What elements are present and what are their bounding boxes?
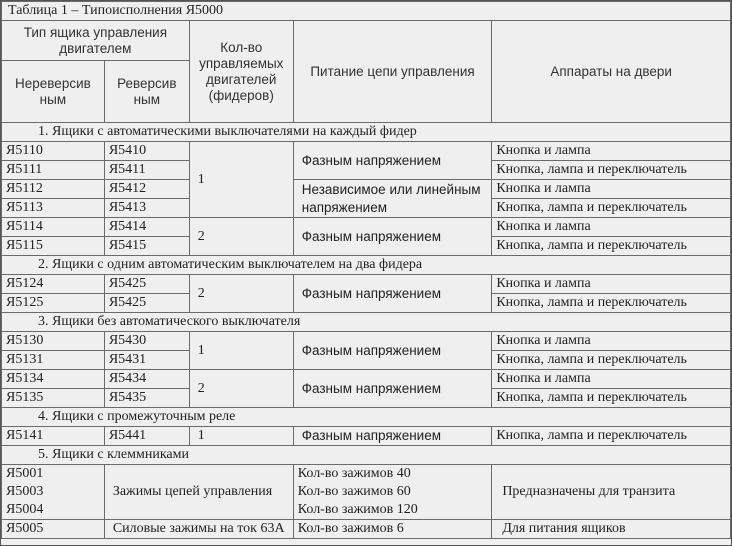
door-devices: Кнопка, лампа и переключатель xyxy=(492,199,731,218)
reversing-code: Я5430 xyxy=(104,332,189,351)
clamp-count: Кол-во зажимов 60 xyxy=(297,484,411,499)
reversing-code: Я5441 xyxy=(104,427,189,446)
door-devices: Кнопка, лампа и переключатель xyxy=(492,237,731,256)
nonreversing-code: Я5141 xyxy=(2,427,105,446)
power-supply: Фазным напряжением xyxy=(293,275,492,313)
reversing-code: Я5410 xyxy=(104,142,189,161)
nonreversing-code: Я5111 xyxy=(2,161,105,180)
door-devices: Кнопка, лампа и переключатель xyxy=(492,389,731,408)
door-devices: Кнопка и лампа xyxy=(492,370,731,389)
terminal-box-code: Я5005 xyxy=(2,520,105,539)
motor-count: 1 xyxy=(189,427,293,446)
terminal-box-code: Я5001 xyxy=(6,466,44,481)
clamp-count: Кол-во зажимов 120 xyxy=(297,502,418,517)
section-title: 3. Ящики без автоматического выключателя xyxy=(2,313,731,332)
nonreversing-code: Я5135 xyxy=(2,389,105,408)
header-power: Питание цепи управления xyxy=(293,21,492,123)
reversing-code: Я5431 xyxy=(104,351,189,370)
box-power-note: Для питания ящиков xyxy=(492,520,731,539)
section-title: 1. Ящики с автоматическими выключателями на каждый фидер xyxy=(2,123,731,142)
nonreversing-code: Я5112 xyxy=(2,180,105,199)
header-motor-count: Кол-во управляемых двигателей (фидеров) xyxy=(189,21,293,123)
door-devices: Кнопка и лампа xyxy=(492,142,731,161)
motor-count: 2 xyxy=(189,370,293,408)
nonreversing-code: Я5113 xyxy=(2,199,105,218)
transit-note: Предназначены для транзита xyxy=(492,465,731,520)
nonreversing-code: Я5134 xyxy=(2,370,105,389)
reversing-code: Я5413 xyxy=(104,199,189,218)
nonreversing-code: Я5110 xyxy=(2,142,105,161)
terminal-box-code: Я5003 xyxy=(6,484,44,499)
reversing-code: Я5415 xyxy=(104,237,189,256)
door-devices: Кнопка, лампа и переключатель xyxy=(492,161,731,180)
reversing-code: Я5411 xyxy=(104,161,189,180)
nonreversing-code: Я5130 xyxy=(2,332,105,351)
motor-count: 1 xyxy=(189,332,293,370)
nonreversing-code: Я5114 xyxy=(2,218,105,237)
power-supply: Фазным напряжением xyxy=(293,142,492,180)
motor-count: 2 xyxy=(189,275,293,313)
header-reversing: Реверсив ным xyxy=(104,61,189,123)
door-devices: Кнопка и лампа xyxy=(492,332,731,351)
section-title: 2. Ящики с одним автоматическим выключателем на два фидера xyxy=(2,256,731,275)
motor-count: 1 xyxy=(189,142,293,218)
reversing-code: Я5435 xyxy=(104,389,189,408)
reversing-code: Я5425 xyxy=(104,294,189,313)
door-devices: Кнопка и лампа xyxy=(492,218,731,237)
door-devices: Кнопка, лампа и переключатель xyxy=(492,427,731,446)
clamp-count: Кол-во зажимов 6 xyxy=(293,520,492,539)
power-supply: Фазным напряжением xyxy=(293,370,492,408)
types-table xyxy=(1,1,731,539)
power-supply: Фазным напряжением xyxy=(293,332,492,370)
power-supply: Фазным напряжением xyxy=(293,218,492,256)
reversing-code: Я5425 xyxy=(104,275,189,294)
header-nonreversing: Нереверсив ным xyxy=(2,61,105,123)
control-clamps: Зажимы цепей управления xyxy=(104,465,293,520)
section-title: 5. Ящики с клеммниками xyxy=(2,446,731,465)
reversing-code: Я5412 xyxy=(104,180,189,199)
power-supply: Независимое или линейным напряжением xyxy=(293,180,492,218)
header-box-type: Тип ящика управления двигателем xyxy=(2,21,190,61)
reversing-code: Я5434 xyxy=(104,370,189,389)
door-devices: Кнопка и лампа xyxy=(492,180,731,199)
section-title: 4. Ящики с промежуточным реле xyxy=(2,408,731,427)
nonreversing-code: Я5124 xyxy=(2,275,105,294)
door-devices: Кнопка, лампа и переключатель xyxy=(492,351,731,370)
door-devices: Кнопка и лампа xyxy=(492,275,731,294)
reversing-code: Я5414 xyxy=(104,218,189,237)
motor-count: 2 xyxy=(189,218,293,256)
nonreversing-code: Я5131 xyxy=(2,351,105,370)
door-devices: Кнопка, лампа и переключатель xyxy=(492,294,731,313)
terminal-box-codes xyxy=(2,465,105,520)
nonreversing-code: Я5115 xyxy=(2,237,105,256)
power-supply: Фазным напряжением xyxy=(293,427,492,446)
clamp-counts xyxy=(293,465,492,520)
terminal-box-code: Я5004 xyxy=(6,502,44,517)
clamp-count: Кол-во зажимов 40 xyxy=(297,466,411,481)
nonreversing-code: Я5125 xyxy=(2,294,105,313)
table-caption: Таблица 1 – Типоисполнения Я5000 xyxy=(2,2,731,21)
power-clamps: Силовые зажимы на ток 63А xyxy=(104,520,293,539)
header-door: Аппараты на двери xyxy=(492,21,731,123)
